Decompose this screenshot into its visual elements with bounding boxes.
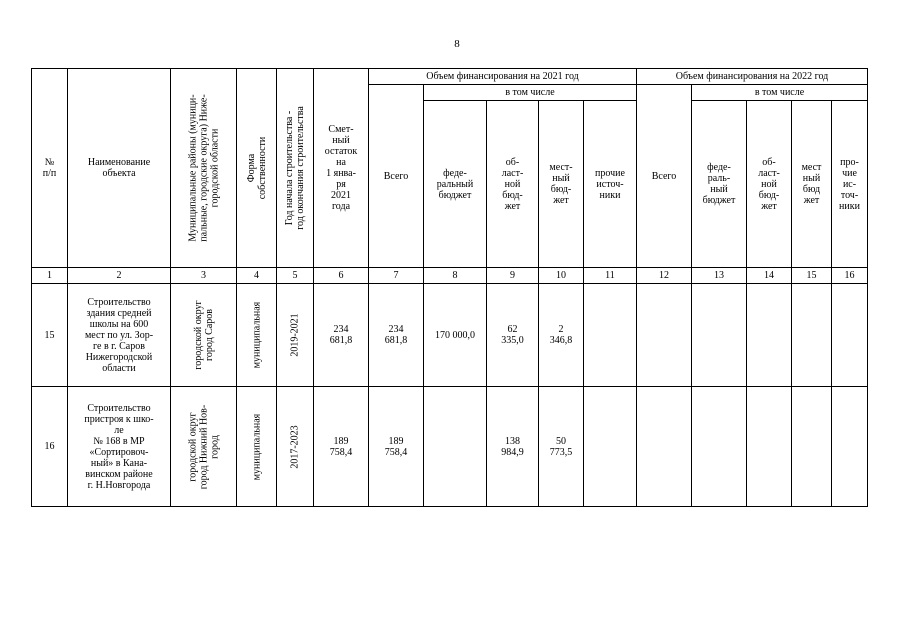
header-financing-2021: Объем финансирования на 2021 год	[369, 69, 637, 85]
column-number: 12	[637, 268, 692, 284]
table-row	[32, 284, 868, 387]
header-district	[171, 69, 237, 268]
financing-table	[31, 68, 868, 507]
header-total-2021: Всего	[369, 85, 424, 268]
years-cell	[277, 284, 314, 387]
header-including-2021: в том числе	[424, 85, 637, 101]
column-number: 2	[68, 268, 171, 284]
district-cell	[171, 284, 237, 387]
header-regional-2022: об- ласт- ной бюд- жет	[747, 101, 792, 268]
federal-2022	[692, 387, 747, 507]
column-number: 9	[487, 268, 539, 284]
header-district-text: Муниципальные районы (муници- пальные, городские округа) Ниже- городской области	[187, 94, 220, 242]
header-object-name: Наименование объекта	[68, 69, 171, 268]
total-2021: 234 681,8	[369, 284, 424, 387]
regional-2022	[747, 387, 792, 507]
federal-2021	[424, 387, 487, 507]
column-number: 7	[369, 268, 424, 284]
federal-2021: 170 000,0	[424, 284, 487, 387]
column-number: 15	[792, 268, 832, 284]
local-2022	[792, 284, 832, 387]
ownership: муниципальная	[251, 301, 262, 369]
federal-2022	[692, 284, 747, 387]
local-2021: 50 773,5	[539, 387, 584, 507]
row-number: 16	[32, 387, 68, 507]
column-number: 4	[237, 268, 277, 284]
ownership: муниципальная	[251, 413, 262, 480]
header-financing-2022: Объем финансирования на 2022 год	[637, 69, 868, 85]
column-number: 10	[539, 268, 584, 284]
header-years-text: Год начала строительства - год окончания строительства	[284, 106, 306, 230]
header-federal-2022: феде- раль- ный бюджет	[692, 101, 747, 268]
header-total-2022: Всего	[637, 85, 692, 268]
page-number: 8	[454, 38, 460, 50]
estimated-remainder: 234 681,8	[314, 284, 369, 387]
other-2021	[584, 387, 637, 507]
object-name: Строительство пристроя к шко- ле № 168 в МР «Сортировоч- ный» в Кана- винском районе г. Н.Новгорода	[68, 387, 171, 507]
district: городской округ город Саров	[192, 300, 215, 370]
total-2022	[637, 387, 692, 507]
object-name: Строительство здания средней школы на 600 мест по ул. Зор- ге в г. Саров Нижегородской области	[68, 284, 171, 387]
district: городской округ город Нижний Нов- город	[187, 404, 220, 489]
ownership-cell	[237, 387, 277, 507]
local-2022	[792, 387, 832, 507]
regional-2021: 138 984,9	[487, 387, 539, 507]
regional-2022	[747, 284, 792, 387]
header-regional-2021: об- ласт- ной бюд- жет	[487, 101, 539, 268]
table-row	[32, 387, 868, 507]
other-2022	[832, 284, 868, 387]
regional-2021: 62 335,0	[487, 284, 539, 387]
column-number: 8	[424, 268, 487, 284]
column-number: 3	[171, 268, 237, 284]
header-years	[277, 69, 314, 268]
header-ownership	[237, 69, 277, 268]
column-number: 11	[584, 268, 637, 284]
column-number: 1	[32, 268, 68, 284]
years-cell	[277, 387, 314, 507]
column-number: 5	[277, 268, 314, 284]
total-2021: 189 758,4	[369, 387, 424, 507]
row-number: 15	[32, 284, 68, 387]
construction-years: 2017-2023	[289, 424, 301, 469]
estimated-remainder: 189 758,4	[314, 387, 369, 507]
other-2021	[584, 284, 637, 387]
column-number: 13	[692, 268, 747, 284]
total-2022	[637, 284, 692, 387]
district-cell	[171, 387, 237, 507]
header-number: № п/п	[32, 69, 68, 268]
ownership-cell	[237, 284, 277, 387]
header-other-2021: прочие источ- ники	[584, 101, 637, 268]
column-number: 6	[314, 268, 369, 284]
header-ownership-text: Форма собственности	[245, 136, 268, 200]
header-local-2022: мест ный бюд жет	[792, 101, 832, 268]
column-number-row	[32, 268, 868, 284]
header-other-2022: про- чие ис- точ- ники	[832, 101, 868, 268]
column-number: 14	[747, 268, 792, 284]
column-number: 16	[832, 268, 868, 284]
local-2021: 2 346,8	[539, 284, 584, 387]
other-2022	[832, 387, 868, 507]
header-federal-2021: феде- ральный бюджет	[424, 101, 487, 268]
header-estimated-remainder: Смет- ный остаток на 1 янва- ря 2021 года	[314, 69, 369, 268]
construction-years: 2019-2021	[289, 313, 301, 357]
header-local-2021: мест- ный бюд- жет	[539, 101, 584, 268]
header-including-2022: в том числе	[692, 85, 868, 101]
